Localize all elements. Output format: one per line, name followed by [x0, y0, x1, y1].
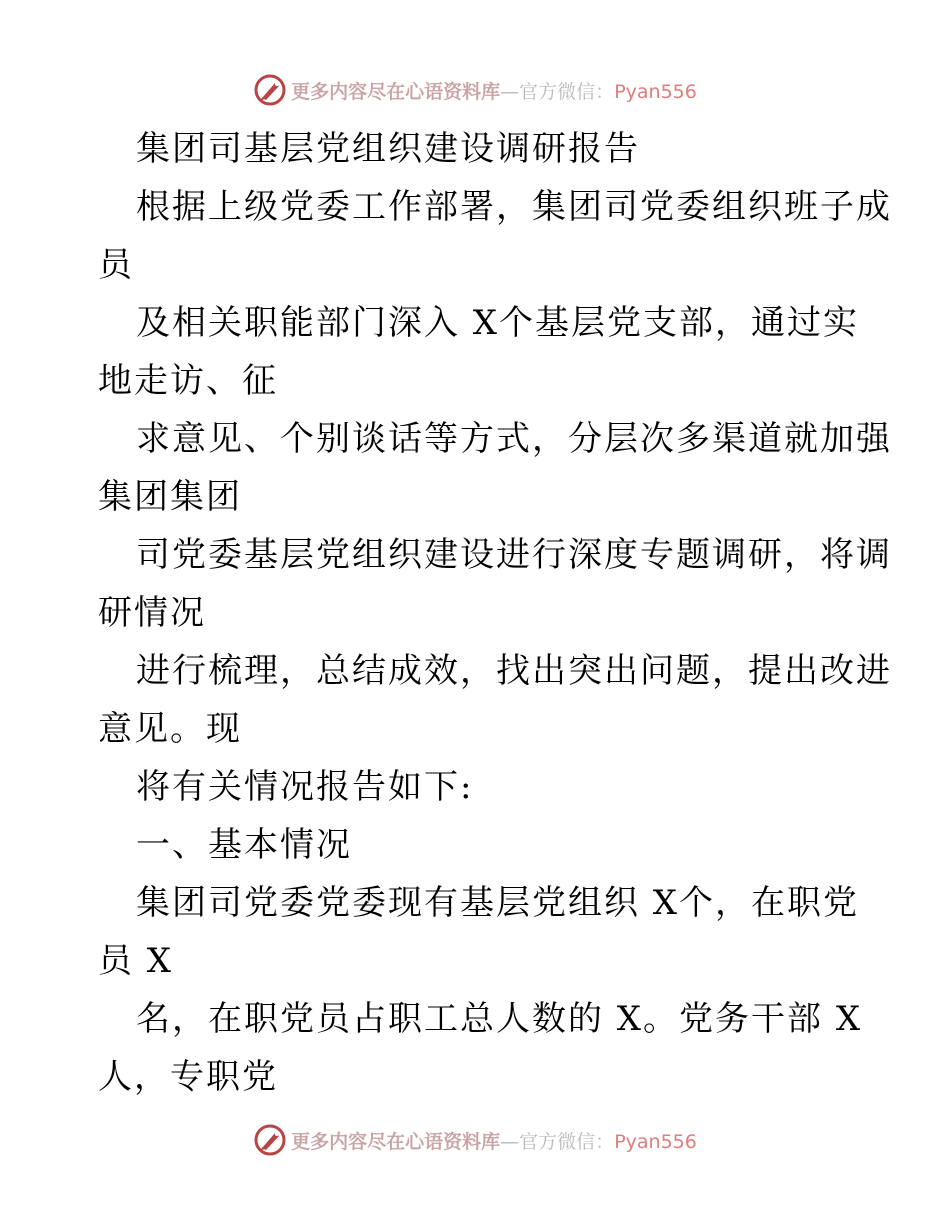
banner-wechat-id: Pyan556: [614, 1130, 697, 1153]
banner-separator: —: [500, 80, 520, 103]
document-title: 集团司基层党组织建设调研报告: [136, 129, 640, 169]
paragraph-line: 集团司党委党委现有基层党组织 X个，在职党: [136, 883, 860, 923]
paragraph-line: 名，在职党员占职工总人数的 X。党务干部 X: [136, 999, 863, 1039]
paragraph-line: 研情况: [98, 593, 206, 633]
paragraph-line: 将有关情况报告如下:: [136, 767, 474, 807]
paragraph-line: 及相关职能部门深入 X个基层党支部，通过实: [136, 303, 860, 343]
section-heading: 一、基本情况: [136, 825, 352, 865]
paragraph-line: 司党委基层党组织建设进行深度专题调研，将调: [136, 535, 892, 575]
banner-brand-text: 更多内容尽在心语资料库: [291, 1130, 501, 1153]
banner-separator: —: [500, 1130, 520, 1153]
pen-logo-icon: [253, 1123, 287, 1157]
banner-brand-text: 更多内容尽在心语资料库: [291, 80, 501, 103]
header-watermark-banner: [0, 70, 950, 110]
banner-wechat-id: Pyan556: [614, 80, 697, 103]
paragraph-line: 根据上级党委工作部署，集团司党委组织班子成: [136, 187, 892, 227]
paragraph-line: 进行梳理，总结成效，找出突出问题，提出改进: [136, 651, 892, 691]
paragraph-line: 人，专职党: [98, 1057, 278, 1097]
paragraph-line: 地走访、征: [98, 361, 278, 401]
footer-watermark-banner: [0, 1120, 950, 1160]
paragraph-line: 意见。现: [98, 709, 242, 749]
document-body: [98, 120, 892, 1106]
paragraph-line: 员: [98, 245, 134, 285]
paragraph-line: 求意见、个别谈话等方式，分层次多渠道就加强: [136, 419, 892, 459]
banner-official-label: 官方微信：: [519, 1130, 615, 1153]
pen-logo-icon: [253, 73, 287, 107]
paragraph-line: 员 X: [98, 941, 174, 981]
banner-official-label: 官方微信：: [519, 80, 615, 103]
paragraph-line: 集团集团: [98, 477, 242, 517]
